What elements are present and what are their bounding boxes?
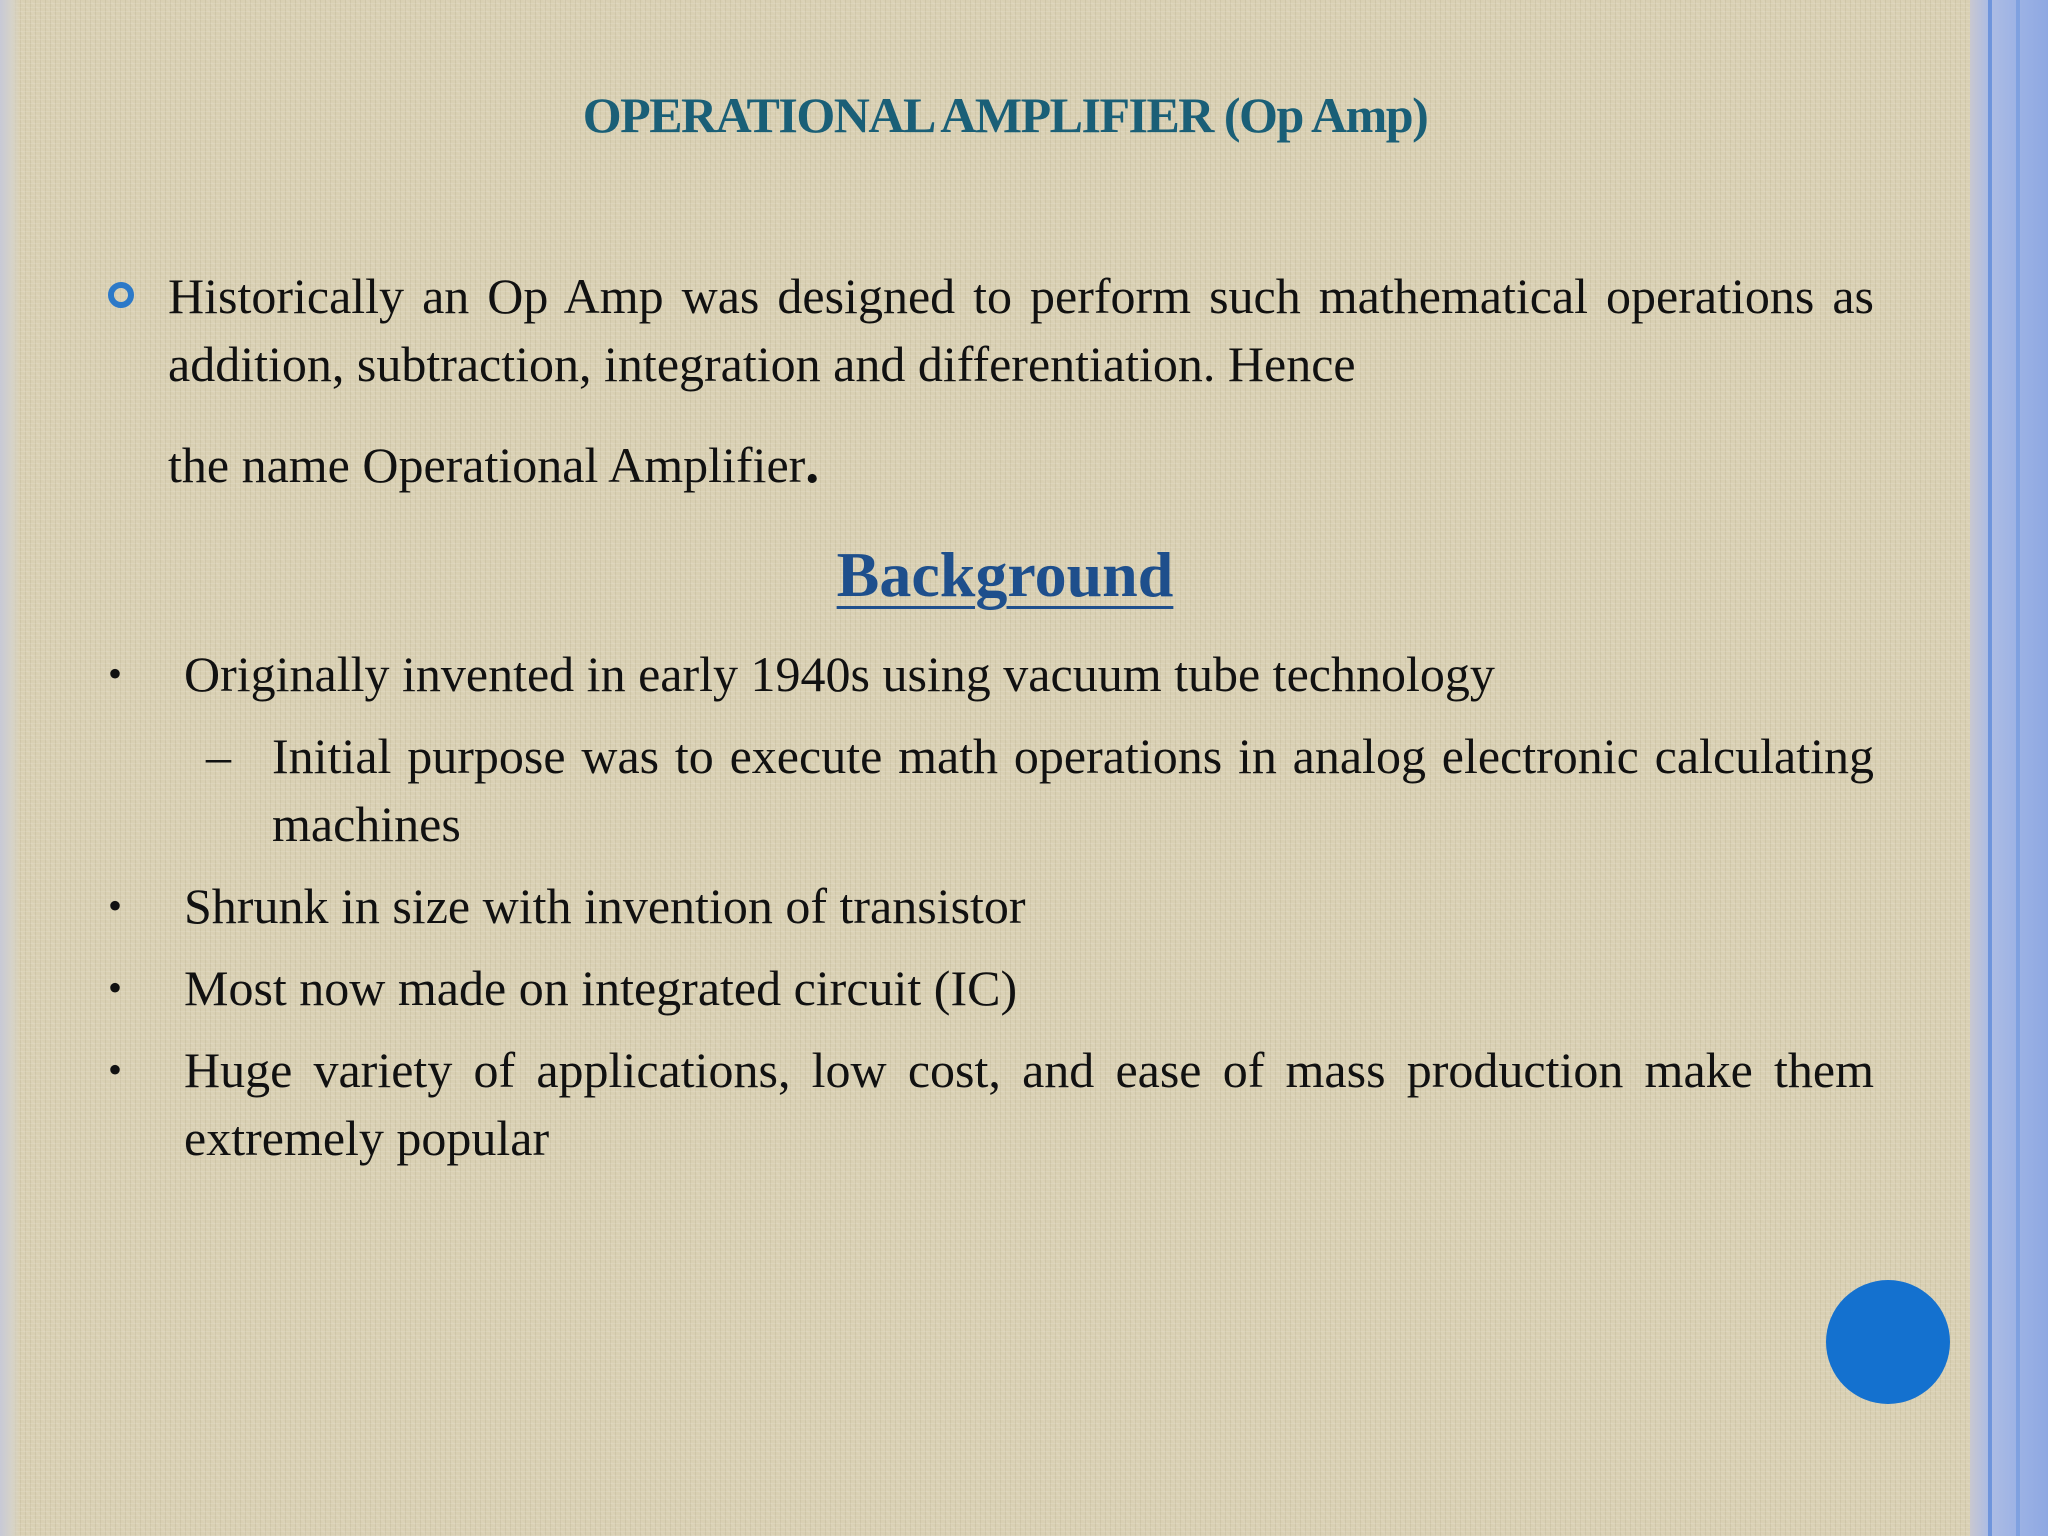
bullet-dot-icon: •	[108, 1047, 123, 1092]
dash-bullet-icon: –	[206, 728, 231, 784]
intro-text-end-line	[168, 430, 1874, 499]
right-decorative-line	[1988, 0, 1992, 1536]
slide-title: OPERATIONAL AMPLIFIER (Op Amp)	[582, 87, 1428, 143]
right-decorative-line	[2016, 0, 2020, 1536]
background-item	[108, 872, 1874, 940]
intro-bullet-text	[168, 262, 1874, 499]
bullet-dot-icon: •	[108, 651, 123, 696]
background-item	[108, 954, 1874, 1022]
background-item-text: Shrunk in size with invention of transistor	[184, 878, 1026, 934]
background-item	[108, 640, 1874, 708]
intro-bullet	[112, 262, 1874, 499]
left-edge-border	[0, 0, 20, 1536]
background-sub-item-text: Initial purpose was to execute math operations in analog electronic calculating machines	[272, 728, 1874, 852]
background-item-text: Most now made on integrated circuit (IC)	[184, 960, 1018, 1016]
background-item	[108, 1036, 1874, 1172]
background-list	[108, 640, 1874, 1172]
right-decorative-panel	[1970, 0, 2048, 1536]
intro-text-end: the name Operational Amplifier	[168, 437, 806, 493]
background-item-text: Originally invented in early 1940s using vacuum tube technology	[184, 646, 1495, 702]
list-spacer	[108, 1022, 1874, 1036]
intro-text-main: Historically an Op Amp was designed to perform such mathematical operations as addition, subtraction, integration and differentiation. Hence	[168, 268, 1874, 392]
sub-item-wrap	[272, 722, 1874, 858]
bullet-dot-icon: •	[108, 883, 123, 928]
bullet-dot-icon: •	[108, 965, 123, 1010]
section-heading-background: Background	[836, 539, 1174, 610]
background-item-text: Huge variety of applications, low cost, and ease of mass production make them extremely popular	[184, 1042, 1874, 1166]
blue-circle-icon	[1826, 1280, 1950, 1404]
ring-bullet-icon	[108, 282, 134, 308]
intro-end-punct: .	[805, 433, 820, 495]
background-sub-item	[108, 722, 1874, 858]
list-spacer	[108, 940, 1874, 954]
